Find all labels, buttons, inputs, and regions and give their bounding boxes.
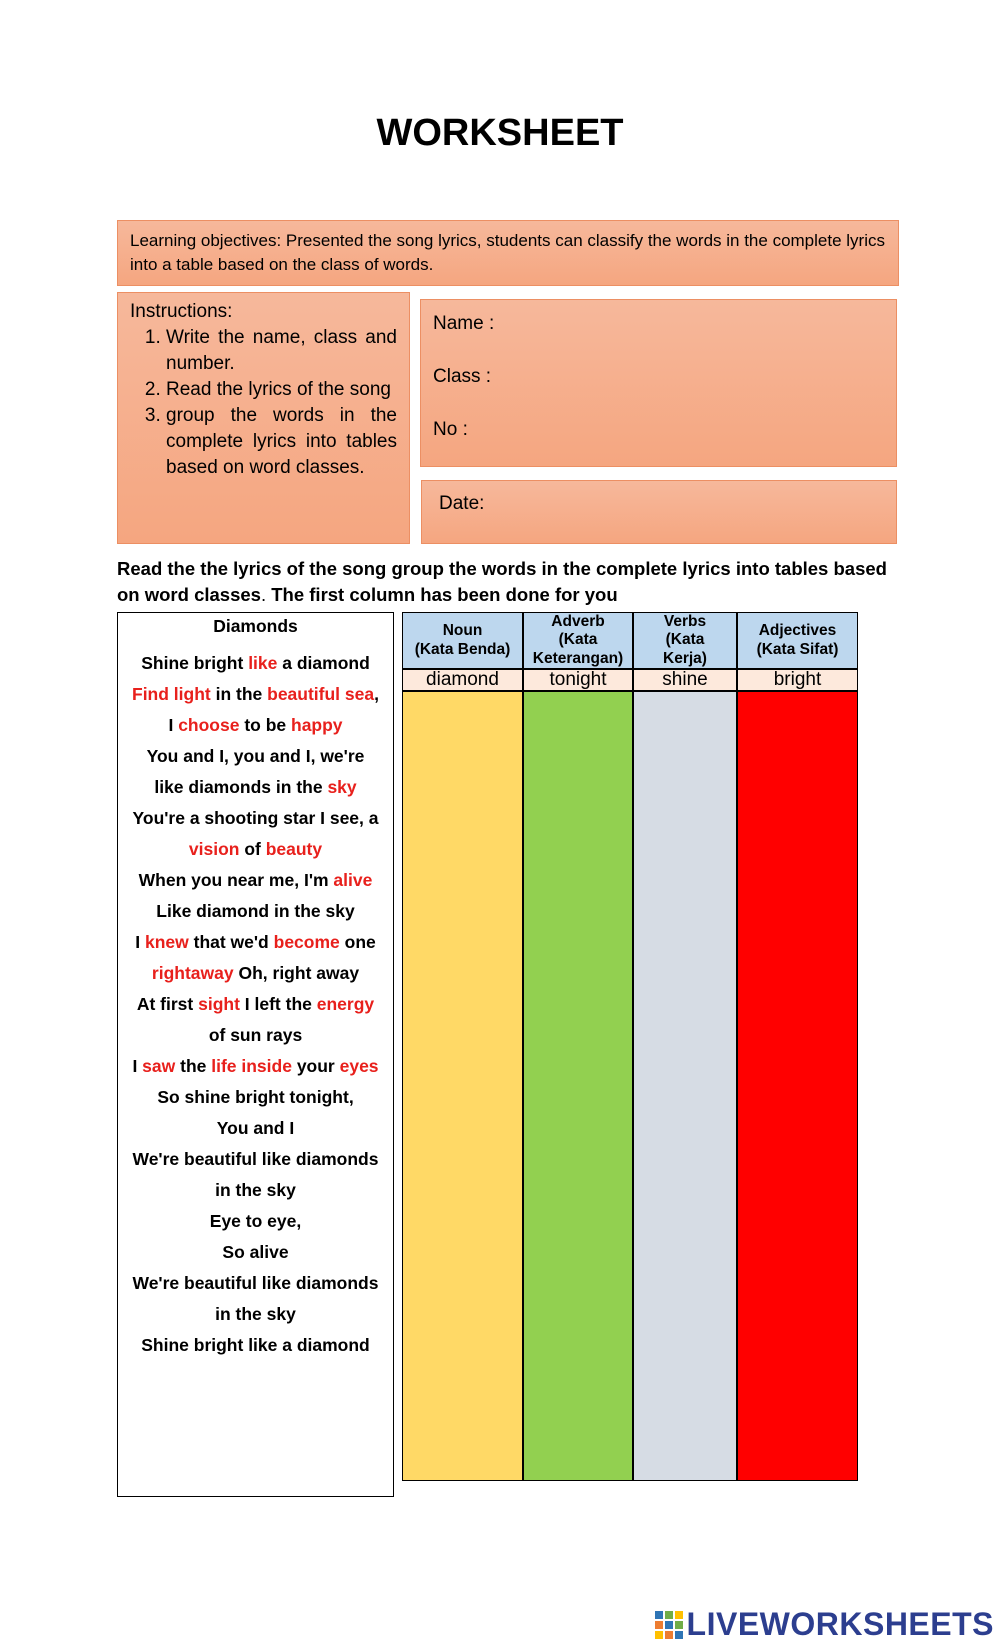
lyrics-text: We're beautiful like diamonds (132, 1273, 379, 1293)
lyrics-line (118, 896, 393, 927)
highlighted-word[interactable]: like (248, 653, 278, 673)
column-header-adjectives (737, 612, 858, 669)
task-prompt (117, 556, 907, 608)
lyrics-line (118, 1082, 393, 1113)
lyrics-text: one (339, 932, 376, 952)
lyrics-text: When you near me, I'm (138, 870, 334, 890)
lyrics-line (118, 772, 393, 803)
highlighted-word[interactable]: sight (198, 994, 240, 1014)
lyrics-text: Shine bright like a diamond (141, 1335, 370, 1355)
lyrics-text: I (135, 932, 145, 952)
song-title: Diamonds (213, 616, 298, 636)
page-title: WORKSHEET (376, 112, 624, 154)
lyrics-line (118, 865, 393, 896)
column-header-line: Verbs (663, 612, 707, 630)
lyrics-line (118, 1144, 393, 1175)
lyrics-text: I (132, 1056, 143, 1076)
column-header-line: Keterangan) (532, 649, 624, 667)
answer-drop-zone-adverb[interactable] (523, 691, 633, 1481)
column-header-line: Adjectives (758, 622, 837, 639)
highlighted-word[interactable]: eyes (339, 1056, 379, 1076)
lyrics-text: Like diamond in the sky (156, 901, 355, 921)
liveworksheets-logo (655, 1606, 994, 1643)
date-box (421, 480, 897, 544)
instruction-item: 2. Read the lyrics of the song (166, 377, 397, 403)
instructions-heading: Instructions: (130, 301, 233, 322)
column-header-line: Noun (442, 622, 483, 639)
column-header-line: (Kata Benda) (414, 640, 511, 658)
instructions-list (130, 325, 397, 481)
instruction-item: 3. group the words in the complete lyrics into tables based on word classes. (166, 403, 397, 481)
lyrics-text: a diamond (277, 653, 370, 673)
instructions-box (117, 292, 410, 544)
highlighted-word[interactable]: knew (144, 932, 189, 952)
answer-drop-zone-adjectives[interactable] (737, 691, 858, 1481)
highlighted-word[interactable]: become (273, 932, 340, 952)
lyrics-line (118, 1113, 393, 1144)
task-prompt-tail: The first column has been done for you (266, 584, 618, 605)
lyrics-line (118, 1175, 393, 1206)
logo-square (655, 1631, 663, 1639)
lyrics-line (118, 989, 393, 1020)
column-header-line: (Kata (665, 631, 705, 649)
lyrics-line (118, 958, 393, 989)
number-field[interactable]: No : (433, 419, 468, 440)
lyrics-text: to be (239, 715, 291, 735)
lyrics-text: You and I, you and I, we're (146, 746, 365, 766)
lyrics-box (117, 612, 394, 1497)
lyrics-line (118, 1237, 393, 1268)
highlighted-word[interactable]: life inside (211, 1056, 292, 1076)
lyrics-text: So shine bright tonight, (157, 1087, 354, 1107)
lyrics-text: your (291, 1056, 340, 1076)
highlighted-word[interactable]: beautiful sea (267, 684, 375, 704)
highlighted-word[interactable]: energy (316, 994, 375, 1014)
lyrics-line (118, 1330, 393, 1361)
instruction-item: 1. Write the name, class and number. (166, 325, 397, 377)
example-cell-adverb: tonight (523, 669, 633, 691)
column-header-verbs (633, 612, 737, 669)
logo-square (655, 1621, 663, 1629)
logo-square (675, 1611, 683, 1619)
task-prompt-lead: Read the (117, 558, 196, 579)
brand-name: LIVEWORKSHEETS (686, 1606, 994, 1642)
example-cell-noun: diamond (402, 669, 523, 691)
lyrics-text: Shine bright (141, 653, 249, 673)
highlighted-word[interactable]: Find light (132, 684, 211, 704)
lyrics-text: the (175, 1056, 212, 1076)
learning-objectives-box (117, 220, 899, 286)
logo-square (655, 1611, 663, 1619)
column-header-line: Kerja) (663, 649, 707, 667)
lyrics-text: that we'd (188, 932, 274, 952)
answer-drop-zone-noun[interactable] (402, 691, 523, 1481)
lyrics-line (118, 1206, 393, 1237)
lyrics-line (118, 803, 393, 834)
lyrics-line (118, 927, 393, 958)
lyrics-text: like diamonds in the (154, 777, 328, 797)
highlighted-word[interactable]: vision (188, 839, 240, 859)
logo-square (675, 1631, 683, 1639)
lyrics-text: Oh, right away (233, 963, 360, 983)
lyrics-lines (118, 648, 393, 1361)
task-prompt-body: the lyrics of the song group the words in the complete lyrics into tables based on word classes (117, 558, 887, 605)
example-cell-verbs: shine (633, 669, 737, 691)
logo-square (665, 1611, 673, 1619)
answer-drop-zone-verbs[interactable] (633, 691, 737, 1481)
lyrics-text: We're beautiful like diamonds (132, 1149, 379, 1169)
lyrics-line (118, 741, 393, 772)
lyrics-text: I (168, 715, 179, 735)
lyrics-text: You and I (216, 1118, 295, 1138)
lyrics-text: Eye to eye, (209, 1211, 302, 1231)
logo-square (675, 1621, 683, 1629)
lyrics-line (118, 1299, 393, 1330)
date-field[interactable]: Date: (439, 493, 485, 514)
column-header-line: (Kata Sifat) (756, 640, 839, 658)
highlighted-word[interactable]: beauty (265, 839, 323, 859)
lyrics-text: of sun rays (208, 1025, 303, 1045)
highlighted-word[interactable]: saw (142, 1056, 176, 1076)
highlighted-word[interactable]: rightaway (151, 963, 234, 983)
highlighted-word[interactable]: sky (327, 777, 357, 797)
lyrics-text: , (374, 684, 379, 704)
example-cell-adjectives: bright (737, 669, 858, 691)
liveworksheets-logo-icon (655, 1611, 683, 1639)
lyrics-text: of (239, 839, 266, 859)
highlighted-word[interactable]: choose (178, 715, 240, 735)
lyrics-text: I left the (239, 994, 317, 1014)
lyrics-line (118, 710, 393, 741)
lyrics-line (118, 1268, 393, 1299)
learning-objectives-text: Learning objectives: Presented the song lyrics, students can classify the words in the complete lyrics into a table based on the class of words. (130, 231, 885, 274)
lyrics-text: So alive (222, 1242, 289, 1262)
lyrics-text: in the (210, 684, 268, 704)
column-header-noun (402, 612, 523, 669)
column-header-line: Adverb (551, 612, 605, 630)
logo-square (665, 1621, 673, 1629)
highlighted-word[interactable]: alive (333, 870, 373, 890)
logo-square (665, 1631, 673, 1639)
column-header-line: (Kata (558, 631, 598, 649)
lyrics-text: in the sky (215, 1180, 296, 1200)
lyrics-text: At first (136, 994, 199, 1014)
lyrics-line (118, 1051, 393, 1082)
name-field[interactable]: Name : (433, 313, 495, 334)
lyrics-line (118, 648, 393, 679)
lyrics-line (118, 834, 393, 865)
lyrics-text: You're a shooting star I see, a (132, 808, 379, 828)
lyrics-line (118, 679, 393, 710)
highlighted-word[interactable]: happy (291, 715, 343, 735)
task-prompt-separator: . (260, 584, 267, 605)
column-header-adverb (523, 612, 633, 669)
student-info-box (420, 299, 897, 467)
lyrics-line (118, 1020, 393, 1051)
class-field[interactable]: Class : (433, 366, 492, 387)
lyrics-text: in the sky (215, 1304, 296, 1324)
